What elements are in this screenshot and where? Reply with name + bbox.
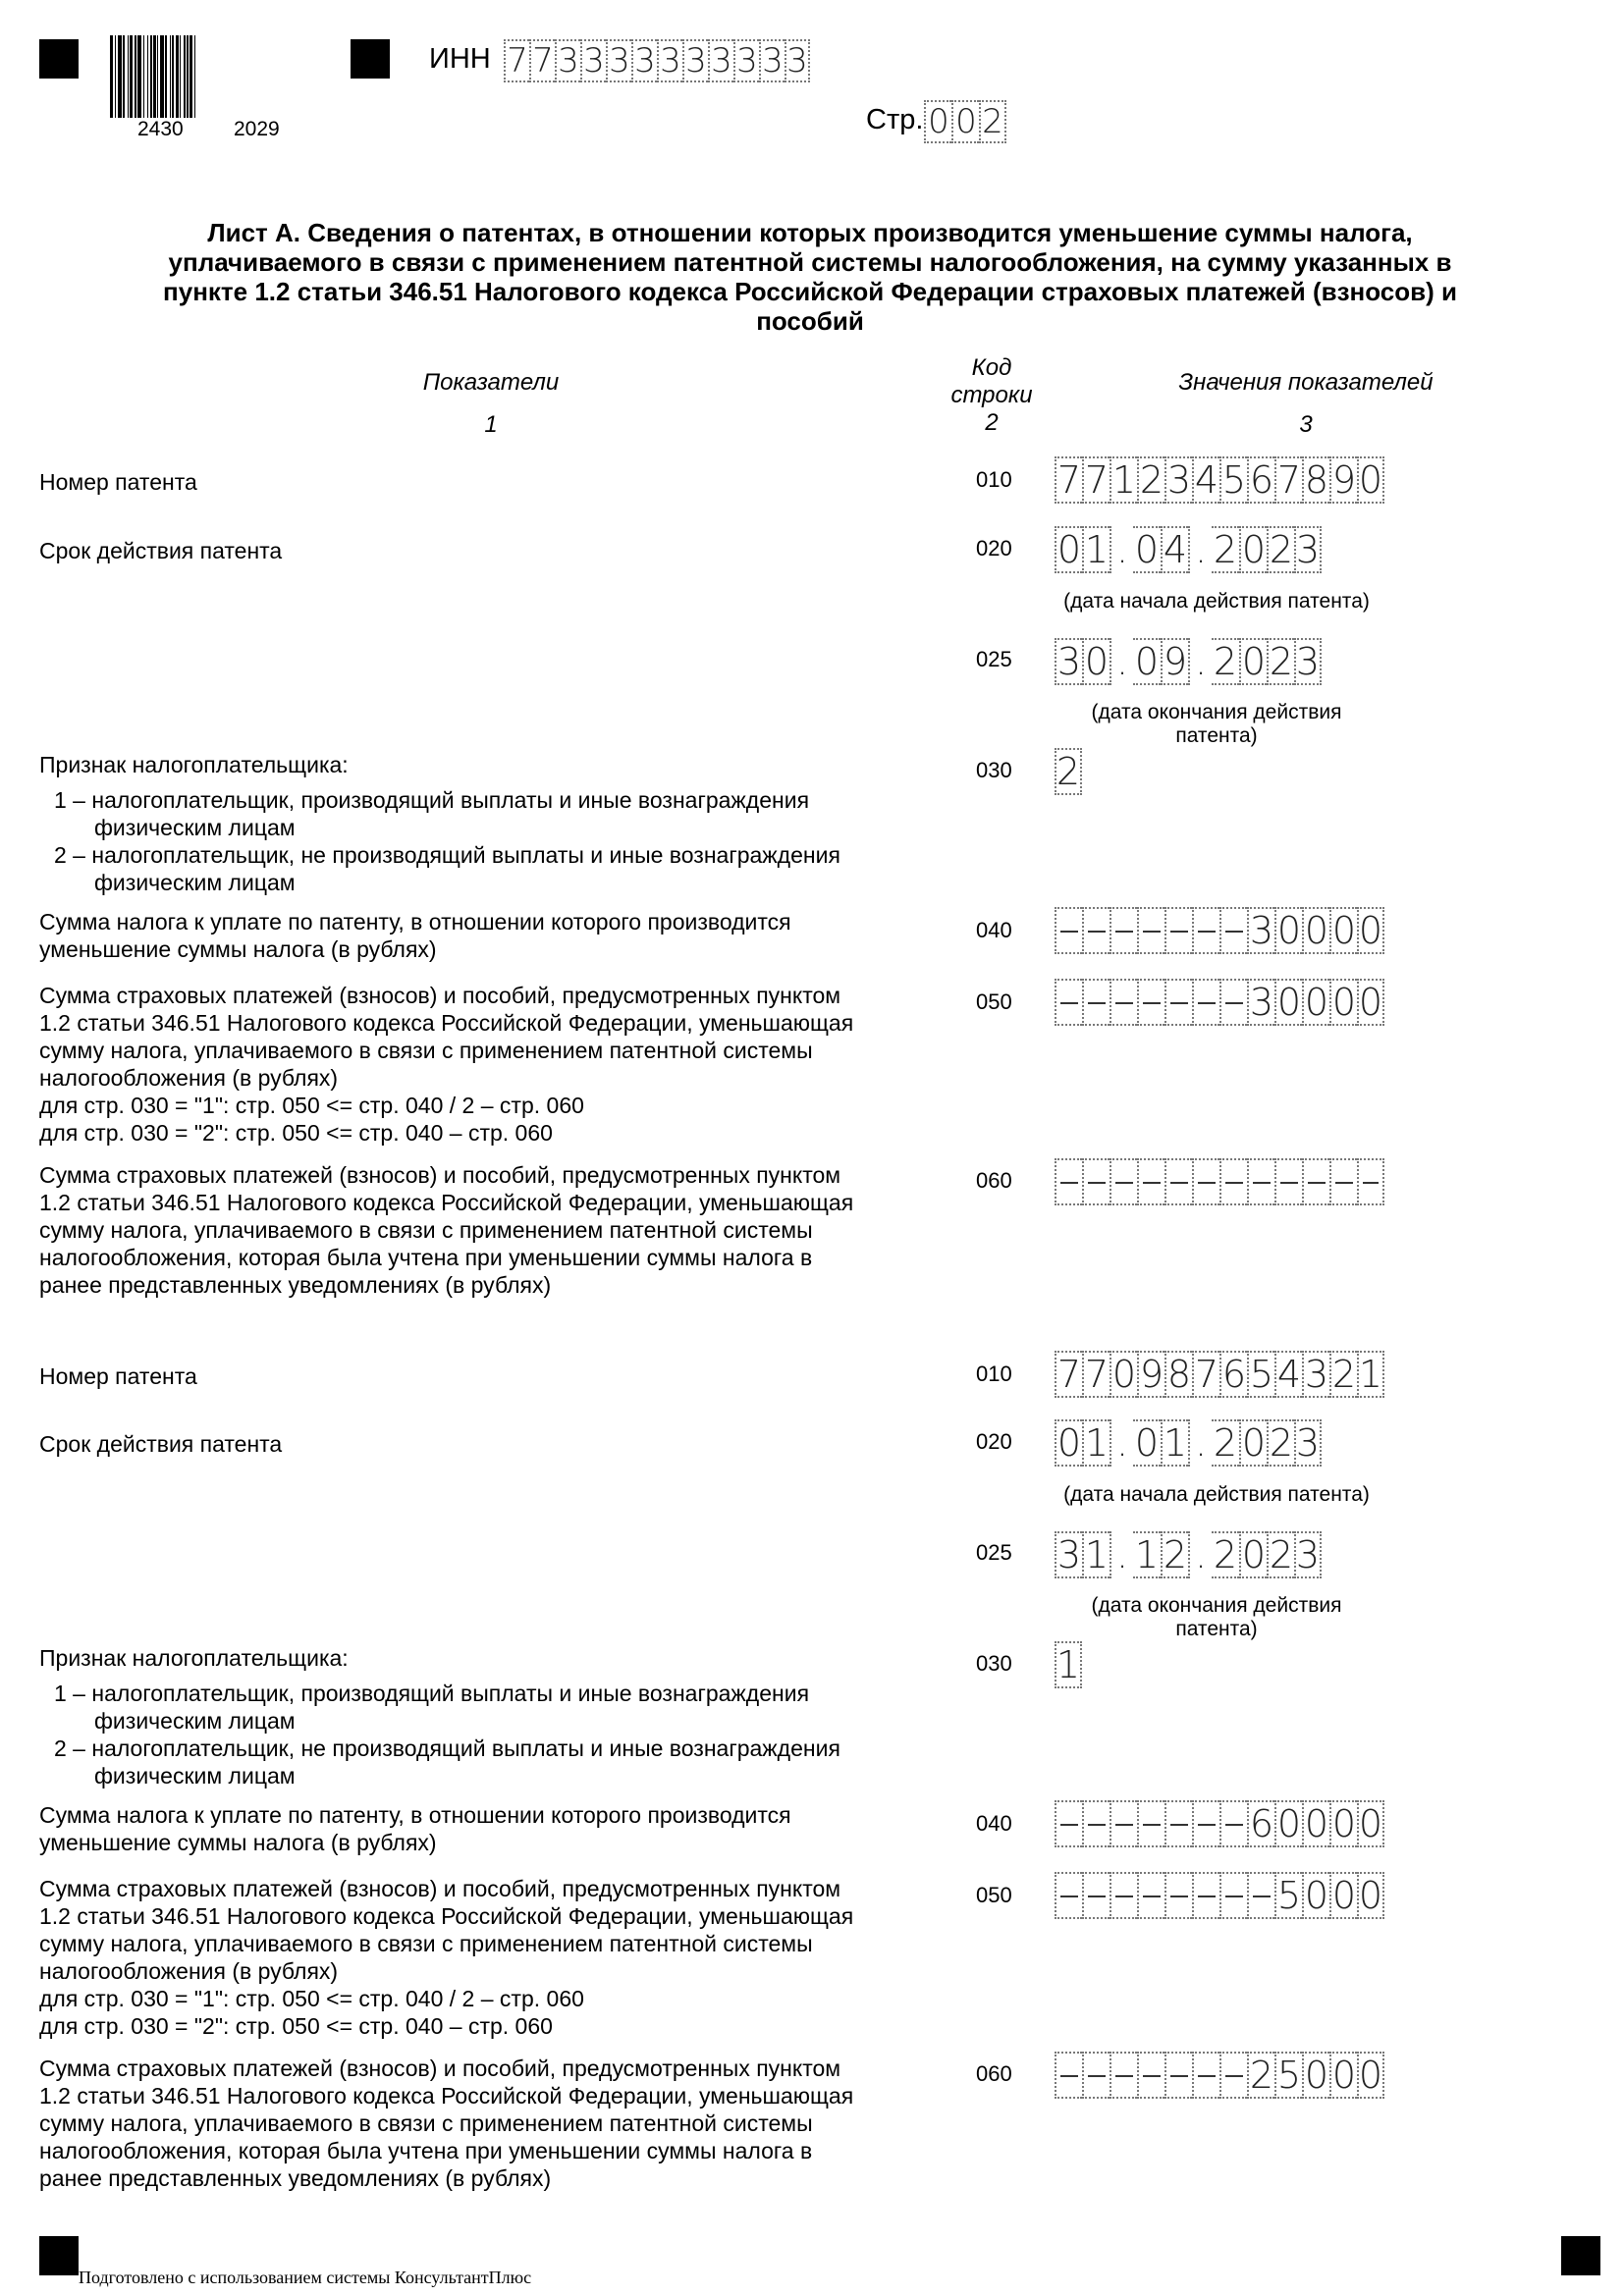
dash-cell (1357, 1158, 1384, 1205)
patent-start-date-field (1055, 1419, 1322, 1467)
column-header-values (1080, 369, 1532, 439)
code-020: 020 (976, 1429, 1012, 1454)
date-separator: . (1188, 526, 1212, 573)
dash-cell (1192, 907, 1219, 954)
previous-sum-label (39, 2055, 952, 2192)
start-date-note: (дата начала действия патента) (1063, 1483, 1370, 1506)
code-025: 025 (976, 647, 1012, 671)
dash-cell (1110, 907, 1137, 954)
taxpayer-sign-field (1055, 1641, 1082, 1688)
digit-cell: 2 (1213, 1533, 1238, 1576)
digit-cell: 7 (1082, 456, 1110, 504)
digit-cell: 0 (1134, 528, 1160, 571)
insurance-sum-field (1055, 1872, 1384, 1919)
digit-cell: 0 (1329, 1800, 1357, 1847)
digit-cell: 9 (1137, 1351, 1164, 1398)
column-header-code-number: 2 (985, 409, 999, 436)
dash-cell (1110, 1158, 1137, 1205)
dash-cell (1082, 1800, 1110, 1847)
tax-sum-label-line2: уменьшение суммы налога (в рублях) (39, 1830, 437, 1855)
taxpayer-sign-option-1: 1 – налогоплательщик, производящий выплаты и иные вознаграждения (54, 787, 810, 813)
digit-cell: 0 (1239, 638, 1267, 685)
digit-cell: 1 (1082, 1531, 1110, 1578)
column-header-code (923, 354, 1060, 437)
page-title: Лист А. Сведения о патентах, в отношении которых производится уменьшение суммы налога, уплачиваемого в связи с применением патентной системы налогообложения, на сумму указанных в пункте 1.2 статьи 346.51 Налогового кодекса Российской Федерации страховых платежей (взносов) и пособий (163, 218, 1457, 336)
taxpayer-sign-heading: Признак налогоплательщика: (39, 752, 349, 777)
dash-cell (1164, 1158, 1192, 1205)
dash-cell (1082, 907, 1110, 954)
insurance-sum-label-line6: для стр. 030 = "2": стр. 050 <= стр. 040 – стр. 060 (39, 1120, 553, 1146)
previous-sum-label-line3: сумму налога, уплачиваемого в связи с применением патентной системы (39, 1217, 813, 1243)
insurance-sum-label-line1: Сумма страховых платежей (взносов) и пособий, предусмотренных пунктом (39, 1876, 841, 1901)
dash-cell (1219, 1872, 1247, 1919)
digit-cell: 0 (1134, 640, 1160, 683)
insurance-sum-label-line2: 1.2 статьи 346.51 Налогового кодекса Российской Федерации, уменьшающая (39, 1010, 854, 1036)
digit-cell: 0 (1302, 907, 1329, 954)
dash-cell (1302, 1158, 1329, 1205)
dash-cell (1055, 2052, 1082, 2099)
digit-cell: 0 (951, 100, 979, 143)
previous-sum-label-line4: налогообложения, которая была учтена при уменьшении суммы налога в (39, 1245, 813, 1270)
digit-cell: 6 (1247, 456, 1274, 504)
digit-cell: 1 (1110, 456, 1137, 504)
footer-note: Подготовлено с использованием системы КонсультантПлюс (79, 2268, 532, 2287)
digit-cell: 0 (1134, 1421, 1160, 1465)
inn-field (504, 39, 810, 82)
column-header-indicators-number: 1 (484, 411, 498, 438)
digit-cell: 3 (1302, 1351, 1329, 1398)
previous-sum-label-line5: ранее представленных уведомлениях (в рублях) (39, 2165, 552, 2191)
insurance-sum-field (1055, 979, 1384, 1026)
patent-number-label: Номер патента (39, 1363, 197, 1389)
patent-term-label: Срок действия патента (39, 1431, 283, 1457)
digit-cell: 1 (1134, 1533, 1160, 1576)
digit-cell: 3 (555, 39, 580, 82)
previous-sum-field (1055, 2052, 1384, 2099)
previous-sum-label-line2: 1.2 статьи 346.51 Налогового кодекса Российской Федерации, уменьшающая (39, 1190, 854, 1215)
code-010: 010 (976, 467, 1012, 492)
digit-cell: 0 (1302, 979, 1329, 1026)
digit-cell: 1 (1358, 1353, 1383, 1396)
tax-sum-label (39, 1801, 952, 1856)
digit-cell: 2 (1329, 1351, 1357, 1398)
digit-cell: 2 (1267, 638, 1294, 685)
dash-cell (1137, 2052, 1164, 2099)
insurance-sum-label-line1: Сумма страховых платежей (взносов) и пособий, предусмотренных пунктом (39, 983, 841, 1008)
insurance-sum-label-line6: для стр. 030 = "2": стр. 050 <= стр. 040 – стр. 060 (39, 2013, 553, 2039)
digit-cell: 0 (1358, 458, 1383, 502)
column-header-code-line1: Код (971, 354, 1012, 381)
column-header-values-label: Значения показателей (1178, 369, 1434, 396)
corner-marker-bottom-left (39, 2236, 79, 2275)
digit-cell: 0 (1274, 979, 1302, 1026)
digit-cell: 3 (657, 39, 682, 82)
patent-number-field (1055, 456, 1384, 504)
dash-cell (1137, 1158, 1164, 1205)
digit-cell: 0 (1239, 1531, 1267, 1578)
digit-cell: 7 (1192, 1351, 1219, 1398)
date-separator: . (1188, 1531, 1212, 1578)
corner-marker-top-mid (351, 39, 390, 79)
dash-cell (1082, 979, 1110, 1026)
taxpayer-sign-label (39, 1644, 952, 1789)
digit-cell: 2 (1267, 1419, 1294, 1467)
insurance-sum-label-line3: сумму налога, уплачиваемого в связи с применением патентной системы (39, 1931, 813, 1956)
code-050: 050 (976, 989, 1012, 1014)
digit-cell: 0 (1055, 526, 1082, 573)
dash-cell (1164, 979, 1192, 1026)
digit-cell: 0 (1329, 907, 1357, 954)
code-050: 050 (976, 1883, 1012, 1907)
dash-cell (1137, 907, 1164, 954)
dash-cell (1164, 1800, 1192, 1847)
column-header-indicators (295, 369, 687, 439)
digit-cell: 0 (1358, 909, 1383, 952)
dash-cell (1219, 979, 1247, 1026)
date-separator: . (1110, 1419, 1133, 1467)
digit-cell: 4 (1192, 456, 1219, 504)
taxpayer-sign-option-2: 2 – налогоплательщик, не производящий выплаты и иные вознаграждения (54, 1735, 840, 1761)
dash-cell (1082, 2052, 1110, 2099)
code-010: 010 (976, 1362, 1012, 1386)
digit-cell: 0 (1302, 1872, 1329, 1919)
previous-sum-label-line2: 1.2 статьи 346.51 Налогового кодекса Российской Федерации, уменьшающая (39, 2083, 854, 2109)
dash-cell (1110, 2052, 1137, 2099)
insurance-sum-label-line4: налогообложения (в рублях) (39, 1065, 339, 1091)
digit-cell: 3 (1295, 1533, 1321, 1576)
taxpayer-sign-field (1055, 748, 1082, 795)
digit-cell: 0 (1110, 1351, 1137, 1398)
digit-cell: 0 (1274, 907, 1302, 954)
dash-cell (1329, 1158, 1357, 1205)
digit-cell: 3 (1295, 640, 1321, 683)
digit-cell: 2 (1213, 528, 1238, 571)
dash-cell (1219, 907, 1247, 954)
taxpayer-sign-option-1-cont: физическим лицам (94, 815, 296, 840)
dash-cell (1082, 1872, 1110, 1919)
date-separator: . (1188, 1419, 1212, 1467)
dash-cell (1137, 1872, 1164, 1919)
dash-cell (1055, 979, 1082, 1026)
previous-sum-label-line1: Сумма страховых платежей (взносов) и пособий, предусмотренных пунктом (39, 2056, 841, 2081)
insurance-sum-label (39, 982, 952, 1147)
digit-cell: 4 (1274, 1351, 1302, 1398)
dash-cell (1055, 907, 1082, 954)
insurance-sum-label-line2: 1.2 статьи 346.51 Налогового кодекса Российской Федерации, уменьшающая (39, 1903, 854, 1929)
patent-term-label: Срок действия патента (39, 538, 283, 563)
digit-cell: 3 (785, 39, 810, 82)
digit-cell: 2 (1213, 640, 1238, 683)
dash-cell (1192, 1872, 1219, 1919)
dash-cell (1219, 1158, 1247, 1205)
inn-label: ИНН (429, 43, 491, 75)
tax-sum-label-line1: Сумма налога к уплате по патенту, в отношении которого производится (39, 909, 791, 934)
corner-marker-top-left (39, 39, 79, 79)
dash-cell (1110, 979, 1137, 1026)
code-060: 060 (976, 1168, 1012, 1193)
dash-cell (1219, 2052, 1247, 2099)
dash-cell (1137, 1800, 1164, 1847)
dash-cell (1192, 1800, 1219, 1847)
digit-cell: 1 (1161, 1419, 1188, 1467)
tax-sum-label-line1: Сумма налога к уплате по патенту, в отношении которого производится (39, 1802, 791, 1828)
digit-cell: 7 (1274, 456, 1302, 504)
digit-cell: 8 (1164, 1351, 1192, 1398)
barcode-number-right: 2029 (234, 118, 280, 140)
digit-cell: 5 (1274, 2052, 1302, 2099)
dash-cell (1110, 1872, 1137, 1919)
taxpayer-sign-label (39, 751, 952, 896)
digit-cell: 2 (1161, 1531, 1188, 1578)
previous-sum-field (1055, 1158, 1384, 1205)
date-separator: . (1110, 1531, 1133, 1578)
taxpayer-sign-option-2: 2 – налогоплательщик, не производящий выплаты и иные вознаграждения (54, 842, 840, 868)
barcode-bar (195, 35, 196, 118)
digit-cell: 0 (1302, 1800, 1329, 1847)
page-label: Стр. (866, 104, 924, 135)
digit-cell: 7 (1055, 456, 1082, 504)
barcode-number-left: 2430 (137, 118, 184, 140)
previous-sum-label-line5: ранее представленных уведомлениях (в рублях) (39, 1272, 552, 1298)
digit-cell: 7 (504, 39, 529, 82)
digit-cell: 3 (580, 39, 606, 82)
digit-cell: 3 (1055, 1531, 1082, 1578)
digit-cell: 0 (1358, 2054, 1383, 2097)
code-025: 025 (976, 1540, 1012, 1565)
digit-cell: 3 (1055, 638, 1082, 685)
dash-cell (1192, 979, 1219, 1026)
dash-cell (1055, 1872, 1082, 1919)
taxpayer-sign-heading: Признак налогоплательщика: (39, 1645, 349, 1671)
digit-cell: 3 (631, 39, 657, 82)
digit-cell: 1 (1056, 1643, 1081, 1686)
digit-cell: 6 (1219, 1351, 1247, 1398)
digit-cell: 2 (1267, 1531, 1294, 1578)
dash-cell (1164, 2052, 1192, 2099)
column-header-values-number: 3 (1299, 411, 1313, 438)
digit-cell: 3 (682, 39, 708, 82)
digit-cell: 0 (1302, 2052, 1329, 2099)
digit-cell: 2 (1056, 750, 1081, 793)
digit-cell: 0 (1329, 979, 1357, 1026)
digit-cell: 5 (1247, 1351, 1274, 1398)
digit-cell: 3 (1295, 528, 1321, 571)
digit-cell: 0 (1358, 1874, 1383, 1917)
page-number-field (924, 100, 1006, 143)
digit-cell: 7 (1082, 1351, 1110, 1398)
digit-cell: 0 (1055, 1419, 1082, 1467)
digit-cell: 8 (1302, 456, 1329, 504)
digit-cell: 0 (1239, 526, 1267, 573)
digit-cell: 3 (1247, 979, 1274, 1026)
code-030: 030 (976, 758, 1012, 782)
dash-cell (1192, 1158, 1219, 1205)
taxpayer-sign-option-1: 1 – налогоплательщик, производящий выплаты и иные вознаграждения (54, 1681, 810, 1706)
start-date-note: (дата начала действия патента) (1063, 590, 1370, 613)
dash-cell (1137, 979, 1164, 1026)
digit-cell: 9 (1161, 638, 1188, 685)
code-040: 040 (976, 1811, 1012, 1836)
end-date-note: (дата окончания действия патента) (1091, 701, 1342, 747)
patent-start-date-field (1055, 526, 1322, 573)
taxpayer-sign-option-2-cont: физическим лицам (94, 870, 296, 895)
insurance-sum-label-line5: для стр. 030 = "1": стр. 050 <= стр. 040 / 2 – стр. 060 (39, 1093, 584, 1118)
digit-cell: 7 (1055, 1351, 1082, 1398)
code-060: 060 (976, 2061, 1012, 2086)
digit-cell: 2 (1137, 456, 1164, 504)
date-separator: . (1110, 526, 1133, 573)
column-header-code-line2: строки (950, 382, 1033, 408)
previous-sum-label-line1: Сумма страховых платежей (взносов) и пособий, предусмотренных пунктом (39, 1162, 841, 1188)
tax-sum-field (1055, 907, 1384, 954)
digit-cell: 1 (1082, 526, 1110, 573)
dash-cell (1055, 1800, 1082, 1847)
end-date-note: (дата окончания действия патента) (1091, 1594, 1342, 1640)
barcode (110, 35, 297, 118)
digit-cell: 3 (1164, 456, 1192, 504)
digit-cell: 3 (1247, 907, 1274, 954)
taxpayer-sign-option-1-cont: физическим лицам (94, 1708, 296, 1734)
previous-sum-label (39, 1161, 952, 1299)
insurance-sum-label-line4: налогообложения (в рублях) (39, 1958, 339, 1984)
digit-cell: 0 (1329, 1872, 1357, 1919)
digit-cell: 3 (1295, 1421, 1321, 1465)
tax-sum-label-line2: уменьшение суммы налога (в рублях) (39, 936, 437, 962)
dash-cell (1274, 1158, 1302, 1205)
previous-sum-label-line4: налогообложения, которая была учтена при уменьшении суммы налога в (39, 2138, 813, 2163)
tax-sum-field (1055, 1800, 1384, 1847)
dash-cell (1082, 1158, 1110, 1205)
insurance-sum-label-line5: для стр. 030 = "1": стр. 050 <= стр. 040 / 2 – стр. 060 (39, 1986, 584, 2011)
digit-cell: 0 (1329, 2052, 1357, 2099)
digit-cell: 3 (759, 39, 785, 82)
patent-number-label: Номер патента (39, 469, 197, 495)
digit-cell: 5 (1219, 456, 1247, 504)
digit-cell: 4 (1161, 526, 1188, 573)
digit-cell: 0 (1358, 981, 1383, 1024)
digit-cell: 0 (924, 100, 951, 143)
corner-marker-bottom-right (1561, 2236, 1600, 2275)
column-header-indicators-label: Показатели (422, 369, 560, 396)
digit-cell: 0 (1274, 1800, 1302, 1847)
dash-cell (1247, 1158, 1274, 1205)
code-040: 040 (976, 918, 1012, 942)
digit-cell: 2 (1213, 1421, 1238, 1465)
digit-cell: 6 (1247, 1800, 1274, 1847)
code-030: 030 (976, 1651, 1012, 1676)
digit-cell: 0 (1239, 1419, 1267, 1467)
digit-cell: 9 (1329, 456, 1357, 504)
patent-end-date-field (1055, 638, 1322, 685)
digit-cell: 2 (1247, 2052, 1274, 2099)
dash-cell (1164, 1872, 1192, 1919)
dash-cell (1247, 1872, 1274, 1919)
previous-sum-label-line3: сумму налога, уплачиваемого в связи с применением патентной системы (39, 2110, 813, 2136)
code-020: 020 (976, 536, 1012, 561)
dash-cell (1110, 1800, 1137, 1847)
digit-cell: 7 (529, 39, 555, 82)
digit-cell: 0 (1082, 638, 1110, 685)
patent-number-field (1055, 1351, 1384, 1398)
digit-cell: 1 (1082, 1419, 1110, 1467)
digit-cell: 3 (733, 39, 759, 82)
digit-cell: 2 (979, 100, 1006, 143)
digit-cell: 3 (606, 39, 631, 82)
digit-cell: 2 (1267, 526, 1294, 573)
date-separator: . (1188, 638, 1212, 685)
insurance-sum-label (39, 1875, 952, 2040)
dash-cell (1055, 1158, 1082, 1205)
insurance-sum-label-line3: сумму налога, уплачиваемого в связи с применением патентной системы (39, 1038, 813, 1063)
date-separator: . (1110, 638, 1133, 685)
patent-end-date-field (1055, 1531, 1322, 1578)
tax-sum-label (39, 908, 952, 963)
digit-cell: 5 (1274, 1872, 1302, 1919)
taxpayer-sign-option-2-cont: физическим лицам (94, 1763, 296, 1789)
dash-cell (1219, 1800, 1247, 1847)
dash-cell (1164, 907, 1192, 954)
digit-cell: 3 (708, 39, 733, 82)
digit-cell: 0 (1358, 1802, 1383, 1845)
dash-cell (1192, 2052, 1219, 2099)
